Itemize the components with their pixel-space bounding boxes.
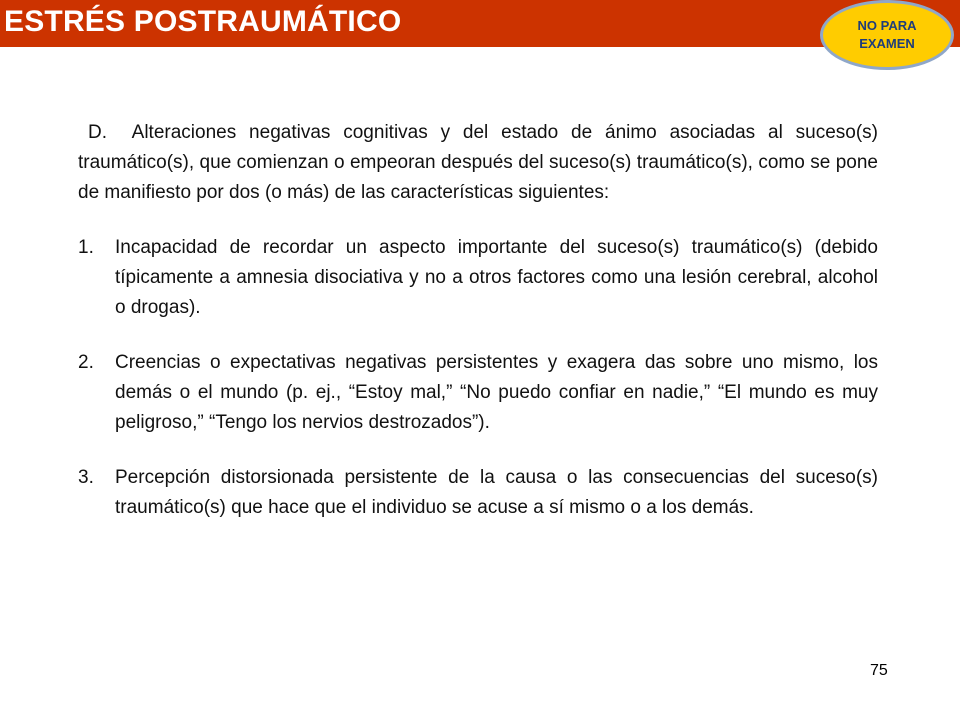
- criterion-intro: [78, 118, 878, 208]
- list-item-text: Percepción distorsionada persistente de la causa o las consecuencias del suceso(s) traumático(s) que hace que el individuo se acuse a sí mismo o a los demás.: [115, 467, 878, 518]
- badge-text: [842, 17, 932, 53]
- body-text: [78, 118, 878, 548]
- list-item: [78, 233, 878, 323]
- badge-line-1: NO PARA: [857, 18, 917, 33]
- badge-line-2: EXAMEN: [859, 36, 915, 51]
- list-item-text: Incapacidad de recordar un aspecto importante del suceso(s) traumático(s) (debido típicamente a amnesia disociativa y no a otros factores como una lesión cerebral, alcohol o drogas).: [115, 237, 878, 318]
- criteria-list: [78, 233, 878, 523]
- list-item: [78, 463, 878, 523]
- slide-title: ESTRÉS POSTRAUMÁTICO: [4, 5, 402, 38]
- list-item-text: Creencias o expectativas negativas persistentes y exagera das sobre uno mismo, los demás o el mundo (p. ej., “Estoy mal,” “No puedo confiar en nadie,” “El mundo es muy peligroso,” “Tengo los nervios destrozados”).: [115, 352, 878, 433]
- list-item-number: 2.: [78, 352, 94, 373]
- list-item-number: 3.: [78, 467, 94, 488]
- not-for-exam-badge: [820, 0, 954, 70]
- list-item: [78, 348, 878, 438]
- criterion-letter: D.: [88, 122, 107, 143]
- criterion-intro-text: Alteraciones negativas cognitivas y del estado de ánimo asociadas al suceso(s) traumático(s), que comienzan o empeoran después del suceso(s) traumático(s), como se pone de manifiesto por dos (o más) de las características siguientes:: [78, 122, 878, 203]
- list-item-number: 1.: [78, 237, 94, 258]
- page-number: 75: [870, 662, 888, 679]
- header-bar: [0, 0, 960, 47]
